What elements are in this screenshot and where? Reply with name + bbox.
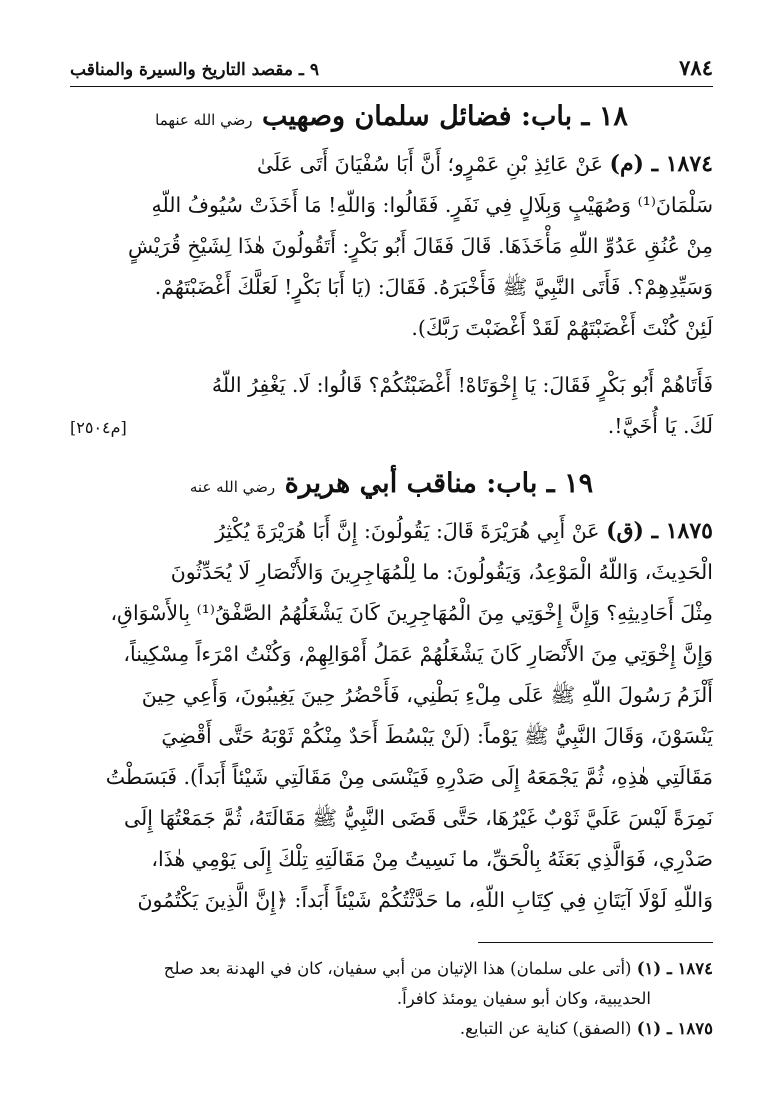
hadith-number: ١٨٧٤ ـ (م) bbox=[609, 150, 713, 177]
footnotes bbox=[70, 954, 713, 1044]
hadith-1874-line: لَكَ. يَا أُخَيَّ!. bbox=[607, 413, 713, 438]
footnote-1875 bbox=[70, 1014, 713, 1044]
hadith-1875-line: مِثْلَ أَحَادِيثِهِ؟ وَإِنَّ إِخْوَتِي مِنَ الْمُهَاجِرِينَ كَانَ يَشْغَلُهُمُ الصَّفْقُ⁽¹⁾ بِالأَسْوَاقِ، bbox=[110, 600, 713, 625]
footnote-1874 bbox=[70, 954, 713, 1014]
footnote-number: ١٨٧٤ ـ (١) bbox=[636, 959, 713, 978]
hadith-number: ١٨٧٥ ـ (ق) bbox=[606, 517, 713, 544]
hadith-1874-line: وَسَيِّدِهِمْ؟. فَأَتَى النَّبِيَّ ﷺ فَأَخْبَرَهُ. فَقَالَ: (يَا أَبَا بَكْرٍ! لَعَلَّكَ أَغْضَبْتَهُمْ. bbox=[154, 274, 713, 299]
honorific-symbol: رضي الله عنهما bbox=[155, 111, 253, 129]
footnote-text: (أتى على سلمان) هذا الإتيان من أبي سفيان، كان في الهدنة بعد صلح bbox=[163, 959, 632, 978]
running-title: ٩ ـ مقصد التاريخ والسيرة والمناقب bbox=[70, 60, 319, 80]
chapter-heading-19 bbox=[70, 465, 713, 503]
chapter-title: ١٨ ـ باب: فضائل سلمان وصهيب bbox=[261, 101, 628, 132]
footnote-text: الحديبية، وكان أبو سفيان يومئذ كافراً. bbox=[396, 989, 651, 1008]
hadith-1874-line: مِنْ عُنُقِ عَدُوِّ اللّهِ مَأْخَذَهَا. قَالَ فَقَالَ أَبُو بَكْرٍ: أَتَقُولُونَ هٰذَا لِشَيْخِ قُرَيْشٍ bbox=[127, 233, 713, 258]
page-body bbox=[70, 98, 713, 921]
hadith-1875-line: أَلْزَمُ رَسُولَ اللّهِ ﷺ عَلَى مِلْءِ بَطْنِي، فَأَحْضُرُ حِينَ يَغِيبُونَ، وَأَعِي حِينَ bbox=[141, 682, 713, 707]
hadith-1875-line: صَدْرِي، فَوَالَّذِي بَعَثَهُ بِالْحَقِّ، ما نَسِيتُ مِنْ مَقَالَتِهِ تِلْكَ إِلَى يَوْمِي هٰذَا، bbox=[151, 846, 713, 871]
hadith-1875-line: مَقَالَتِي هٰذِهِ، ثُمَّ يَجْمَعَهُ إِلَى صَدْرِهِ فَيَنْسَى مِنْ مَقَالَتِي شَيْئاً أَبَداً). فَبَسَطْتُ bbox=[105, 764, 713, 789]
running-header bbox=[70, 40, 713, 87]
hadith-1875-line bbox=[70, 511, 713, 552]
honorific-symbol: رضي الله عنه bbox=[189, 477, 276, 496]
hadith-1875-line: نَمِرَةً لَيْسَ عَلَيَّ ثَوْبٌ غَيْرُهَا، حَتَّى قَضَى النَّبِيُّ ﷺ مَقَالَتَهُ، ثُمَّ جَمَعْتُهَا إِلَى bbox=[123, 805, 713, 830]
hadith-1875-line: وَإِنَّ إِخْوَتِي مِنَ الأَنْصَارِ كَانَ يَشْغَلُهُمْ عَمَلُ أَمْوَالِهِمْ، وَكُنْتُ امْرَءاً مِسْكِيناً، bbox=[123, 641, 713, 666]
chapter-heading-18 bbox=[70, 98, 713, 136]
footnote-separator bbox=[478, 942, 713, 943]
footnote-number: ١٨٧٥ ـ (١) bbox=[636, 1019, 713, 1038]
chapter-title: ١٩ ـ باب: مناقب أبي هريرة bbox=[284, 467, 594, 499]
hadith-1875-line: الْحَدِيثَ، وَاللّهُ الْمَوْعِدُ، وَيَقُولُونَ: ما لِلْمُهَاجِرِينَ وَالأَنْصَارِ لَا يُحَدِّثُونَ bbox=[170, 559, 713, 584]
paragraph-gap bbox=[70, 349, 713, 365]
hadith-text: عَنْ أَبِي هُرَيْرَةَ قَالَ: يَقُولُونَ: إِنَّ أَبَا هُرَيْرَةَ يُكْثِرُ bbox=[215, 518, 600, 543]
source-reference: [م٢٥٠٤] bbox=[70, 417, 127, 437]
hadith-1874-line: سَلْمَانَ⁽¹⁾ وَصُهَيْبٍ وَبِلَالٍ فِي نَفَرٍ. فَقَالُوا: وَاللّهِ! مَا أَخَذَتْ سُيُوفُ اللّهِ bbox=[151, 192, 713, 217]
page-number: ٧٨٤ bbox=[679, 55, 713, 80]
hadith-1875-line: وَاللّهِ لَوْلَا آيَتَانِ فِي كِتَابِ اللّهِ، ما حَدَّثْتُكُمْ شَيْئاً أَبَداً: ﴿إِنَّ الَّذِينَ يَكْتُمُونَ bbox=[137, 887, 713, 912]
hadith-1874-line: فَأَتَاهُمْ أَبُو بَكْرٍ فَقَالَ: يَا إِخْوَتَاهْ! أَغْضَبْتُكُمْ؟ قَالُوا: لَا. يَغْفِرُ اللّهُ bbox=[211, 372, 713, 397]
hadith-1875-line: يَنْسَوْنَ، وَقَالَ النَّبِيُّ ﷺ يَوْماً: (لَنْ يَبْسُطَ أَحَدٌ مِنْكُمْ ثَوْبَهُ حَتَّى أَقْضِيَ bbox=[161, 723, 713, 748]
reference-line bbox=[70, 406, 713, 447]
hadith-1874-line: لَئِنْ كُنْتَ أَغْضَبْتَهُمْ لَقَدْ أَغْضَبْتَ رَبَّكَ). bbox=[411, 315, 713, 340]
hadith-text: عَنْ عَائِذِ بْنِ عَمْرٍو؛ أَنَّ أَبَا سُفْيَانَ أَتَى عَلَىٰ bbox=[256, 151, 603, 176]
footnote-text: (الصفق) كناية عن التبايع. bbox=[459, 1019, 632, 1038]
hadith-1874-line bbox=[70, 144, 713, 185]
